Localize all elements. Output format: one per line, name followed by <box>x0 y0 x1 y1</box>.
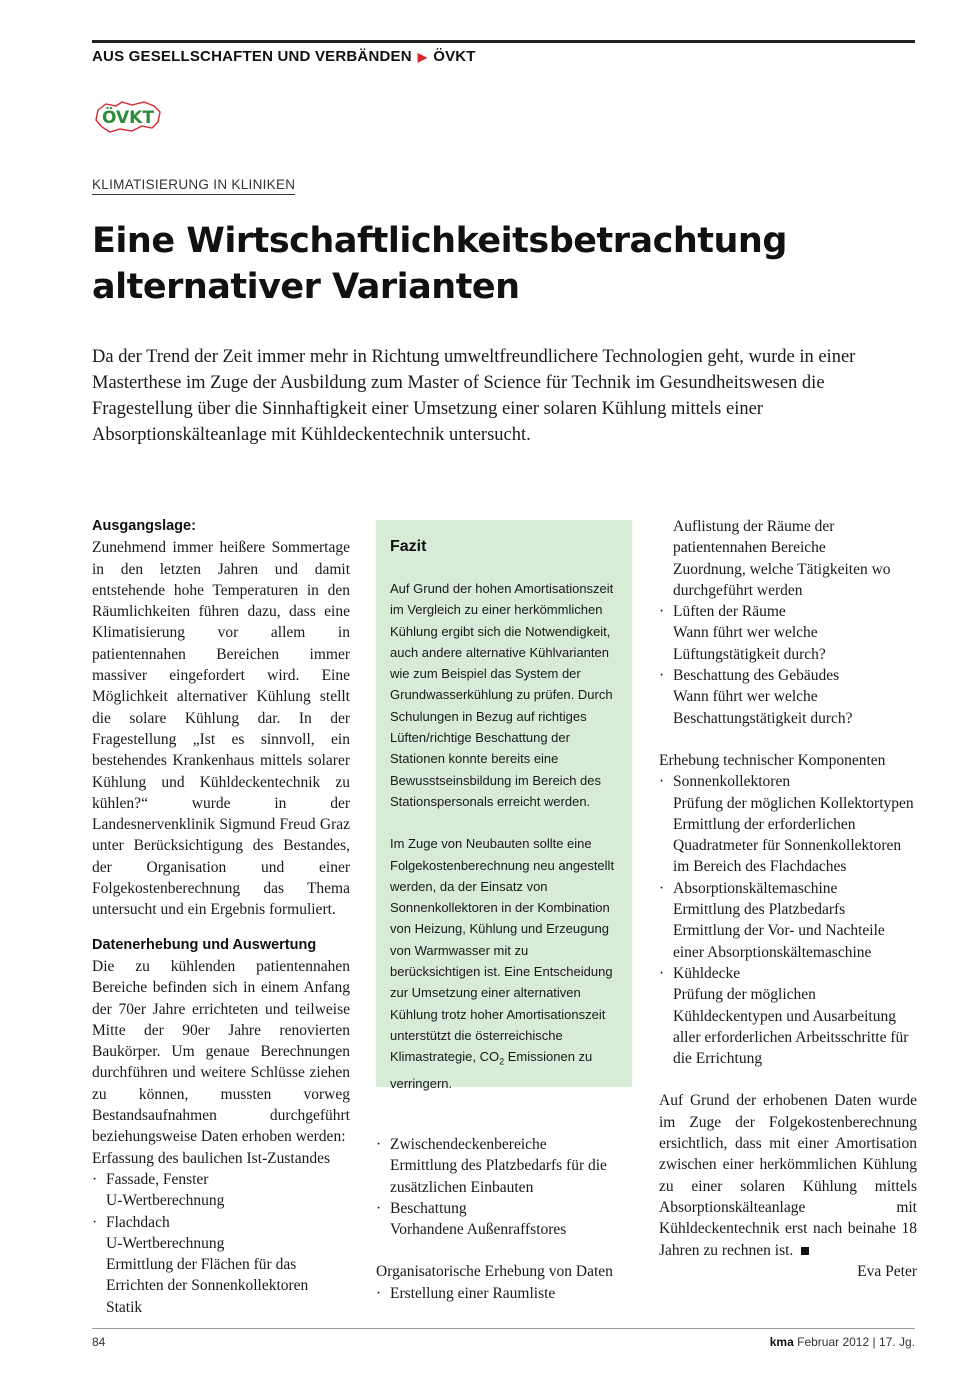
list-title-technisch: Erhebung technischer Komponenten <box>659 751 886 769</box>
fazit-box <box>376 520 632 1092</box>
list-item: · Kühldecke <box>659 964 741 982</box>
list-title-organisatorisch: Organisatorische Erhebung von Daten <box>376 1263 613 1281</box>
fazit-body <box>390 578 620 1094</box>
column-1 <box>92 516 350 1318</box>
list-subitem: Wann führt wer welche Beschattungstätigkeit durch? <box>673 688 853 727</box>
article-title <box>92 218 912 310</box>
list-subitem: Ermittlung der erforderlichen Quadratmeter für Sonnenkollektoren im Bereich des Flachdaches <box>673 815 902 876</box>
footer-issue <box>770 1335 915 1349</box>
list-subitem: Ermittlung des Platzbedarfs <box>673 901 846 919</box>
list-subitem: U-Wertberechnung <box>106 1234 225 1252</box>
list-item: · Lüften der Räume <box>659 603 786 621</box>
fazit-paragraph-1: Auf Grund der hohen Amortisationszeit im Vergleich zu einer herkömmlichen Kühlung ergibt sich die Notwendigkeit, auch andere alternative Kühlvarianten wie zum Beispiel das System der Grundwasserkühlung zu prüfen. Durch Schulungen in Bezug auf richtiges Lüften/richtige Beschattung der Stationen konnte bereits eine Bewusstseinsbildung im Bereich des Stationspersonals erreicht werden. <box>390 581 614 809</box>
paragraph-datenerhebung: Die zu kühlenden patientennahen Bereiche befinden sich in einem Anfang der 70er Jahre errichteten und teilweise Mitte der 90er Jahre renovierten Baukörper. Um genaue Berechnungen durchführen und weitere Schlüsse ziehen zu können, mussten vorweg Bestandsaufnahmen durchgeführt beziehungsweise Daten erhoben werden: <box>92 957 350 1146</box>
article-kicker: KLIMATISIERUNG IN KLINIKEN <box>92 177 295 195</box>
list-item: · Flachdach <box>92 1213 170 1231</box>
list-subitem: U-Wertberechnung <box>106 1192 225 1210</box>
paragraph-ausgangslage: Zunehmend immer heißere Sommertage in den letzten Jahren und damit entstehende hohe Temperaturen in den Räumlichkeiten führen dazu, dass eine Klimatisierung vor allem in patientennahen Bereichen immer massiver eingefordert wird. Eine Möglichkeit alternativer Kühlung stellt die solare Kühlung dar. In der Fragestellung „Ist es sinnvoll, ein bestehendes Krankenhaus mittels solarer Kühlung und Kühldeckentechnik zu kühlen?“ wurde in der Landesnervenklinik Sigmund Freud Graz unter Berücksichtigung des Bestandes, der Organisation und einer Folgekostenberechnung das Thema untersucht und ein Ergebnis formuliert. <box>92 539 350 919</box>
footer-separator: | <box>872 1335 876 1349</box>
section-org: ÖVKT <box>433 48 476 65</box>
list-item: · Fassade, Fenster <box>92 1170 209 1188</box>
arrow-right-icon: ▶ <box>417 50 428 64</box>
list-subitem: Auflistung der Räume der patientennahen Bereiche <box>673 518 835 557</box>
list-subitem: Wann führt wer welche Lüftungstätigkeit durch? <box>673 624 826 663</box>
subheading-datenerhebung: Datenerhebung und Auswertung <box>92 936 317 953</box>
list-item: · Sonnenkollektoren <box>659 773 791 791</box>
title-line-1: Eine Wirtschaftlichkeitsbetrachtung <box>92 221 787 261</box>
list-subitem: Vorhandene Außenraffstores <box>390 1221 567 1239</box>
column-3 <box>659 516 917 1282</box>
list-title-ist-zustand: Erfassung des baulichen Ist-Zustandes <box>92 1149 331 1167</box>
header-rule <box>92 40 915 43</box>
list-subitem: Prüfung der möglichen Kühldeckentypen und Ausarbeitung aller erforderlichen Arbeitsschritte für die Errichtung <box>673 986 909 1068</box>
title-line-2: alternativer Varianten <box>92 267 520 307</box>
co2-subscript: 2 <box>499 1056 505 1067</box>
footer-issue-date: Februar 2012 <box>797 1335 870 1349</box>
ovkt-logo <box>92 96 164 136</box>
author-name: Eva Peter <box>857 1262 917 1280</box>
fazit-title: Fazit <box>390 538 427 555</box>
logo-text: ÖVKT <box>102 108 154 128</box>
list-subitem: Ermittlung der Vor- und Nachteile einer Absorptionskältemaschine <box>673 922 885 961</box>
list-subitem: Prüfung der möglichen Kollektortypen <box>673 794 914 812</box>
article-lead: Da der Trend der Zeit immer mehr in Richtung umweltfreundlichere Technologien geht, wurde in einer Masterthese im Zuge der Ausbildung zum Master of Science für Technik im Gesundheitswesen die Fragestellung über die Sinnhaftigkeit einer Umsetzung einer solaren Kühlung mittels einer Absorptionskälteanlage mit Kühldeckentechnik untersucht. <box>92 347 856 445</box>
list-item: · Beschattung <box>376 1199 467 1217</box>
column-2-lower <box>376 1134 638 1304</box>
list-subitem: Zuordnung, welche Tätigkeiten wo durchgeführt werden <box>673 560 891 599</box>
paragraph-conclusion: Auf Grund der erhobenen Daten wurde im Zuge der Folgekostenberechnung ersichtlich, dass mit einer Amortisation zwischen einer herkömmlichen Kühlung zu einer solaren Kühlung mittels Absorptionskälteanlage mit Kühldeckentechnik erst nach beinahe 18 Jahren zu rechnen ist. <box>659 1092 917 1259</box>
list-subitem: Ermittlung des Platzbedarfs für die zusätzlichen Einbauten <box>390 1157 607 1196</box>
list-item: · Absorptionskältemaschine <box>659 879 838 897</box>
list-subitem: Ermittlung der Flächen für das Errichten der Sonnenkollektoren <box>106 1256 309 1295</box>
footer-brand: kma <box>769 1335 794 1349</box>
end-mark-icon <box>801 1247 809 1255</box>
list-item: · Erstellung einer Raumliste <box>376 1284 556 1302</box>
list-subitem: Statik <box>106 1298 143 1316</box>
fazit-paragraph-2: Im Zuge von Neubauten sollte eine Folgekostenberechnung neu angestellt werden, da der Einsatz von Sonnenkollektoren in der Kombination von Heizung, Kühlung und Erzeugung von Warmwasser mit zu berücksichtigen ist. Eine Entscheidung zur Umsetzung einer alternativen Kühlung trotz hoher Amortisationszeit unterstützt die österreichische Klimastrategie, $CO_2$ Emissionen zu verringern. <box>390 836 615 1092</box>
footer-rule <box>92 1328 915 1329</box>
subheading-ausgangslage: Ausgangslage: <box>92 518 196 534</box>
section-header <box>92 48 476 65</box>
list-item: · Beschattung des Gebäudes <box>659 667 840 685</box>
list-item: · Zwischendeckenbereiche <box>376 1136 547 1153</box>
footer-volume: 17. Jg. <box>878 1335 915 1349</box>
section-label: AUS GESELLSCHAFTEN UND VERBÄNDEN <box>92 48 412 65</box>
page-number: 84 <box>92 1335 106 1349</box>
